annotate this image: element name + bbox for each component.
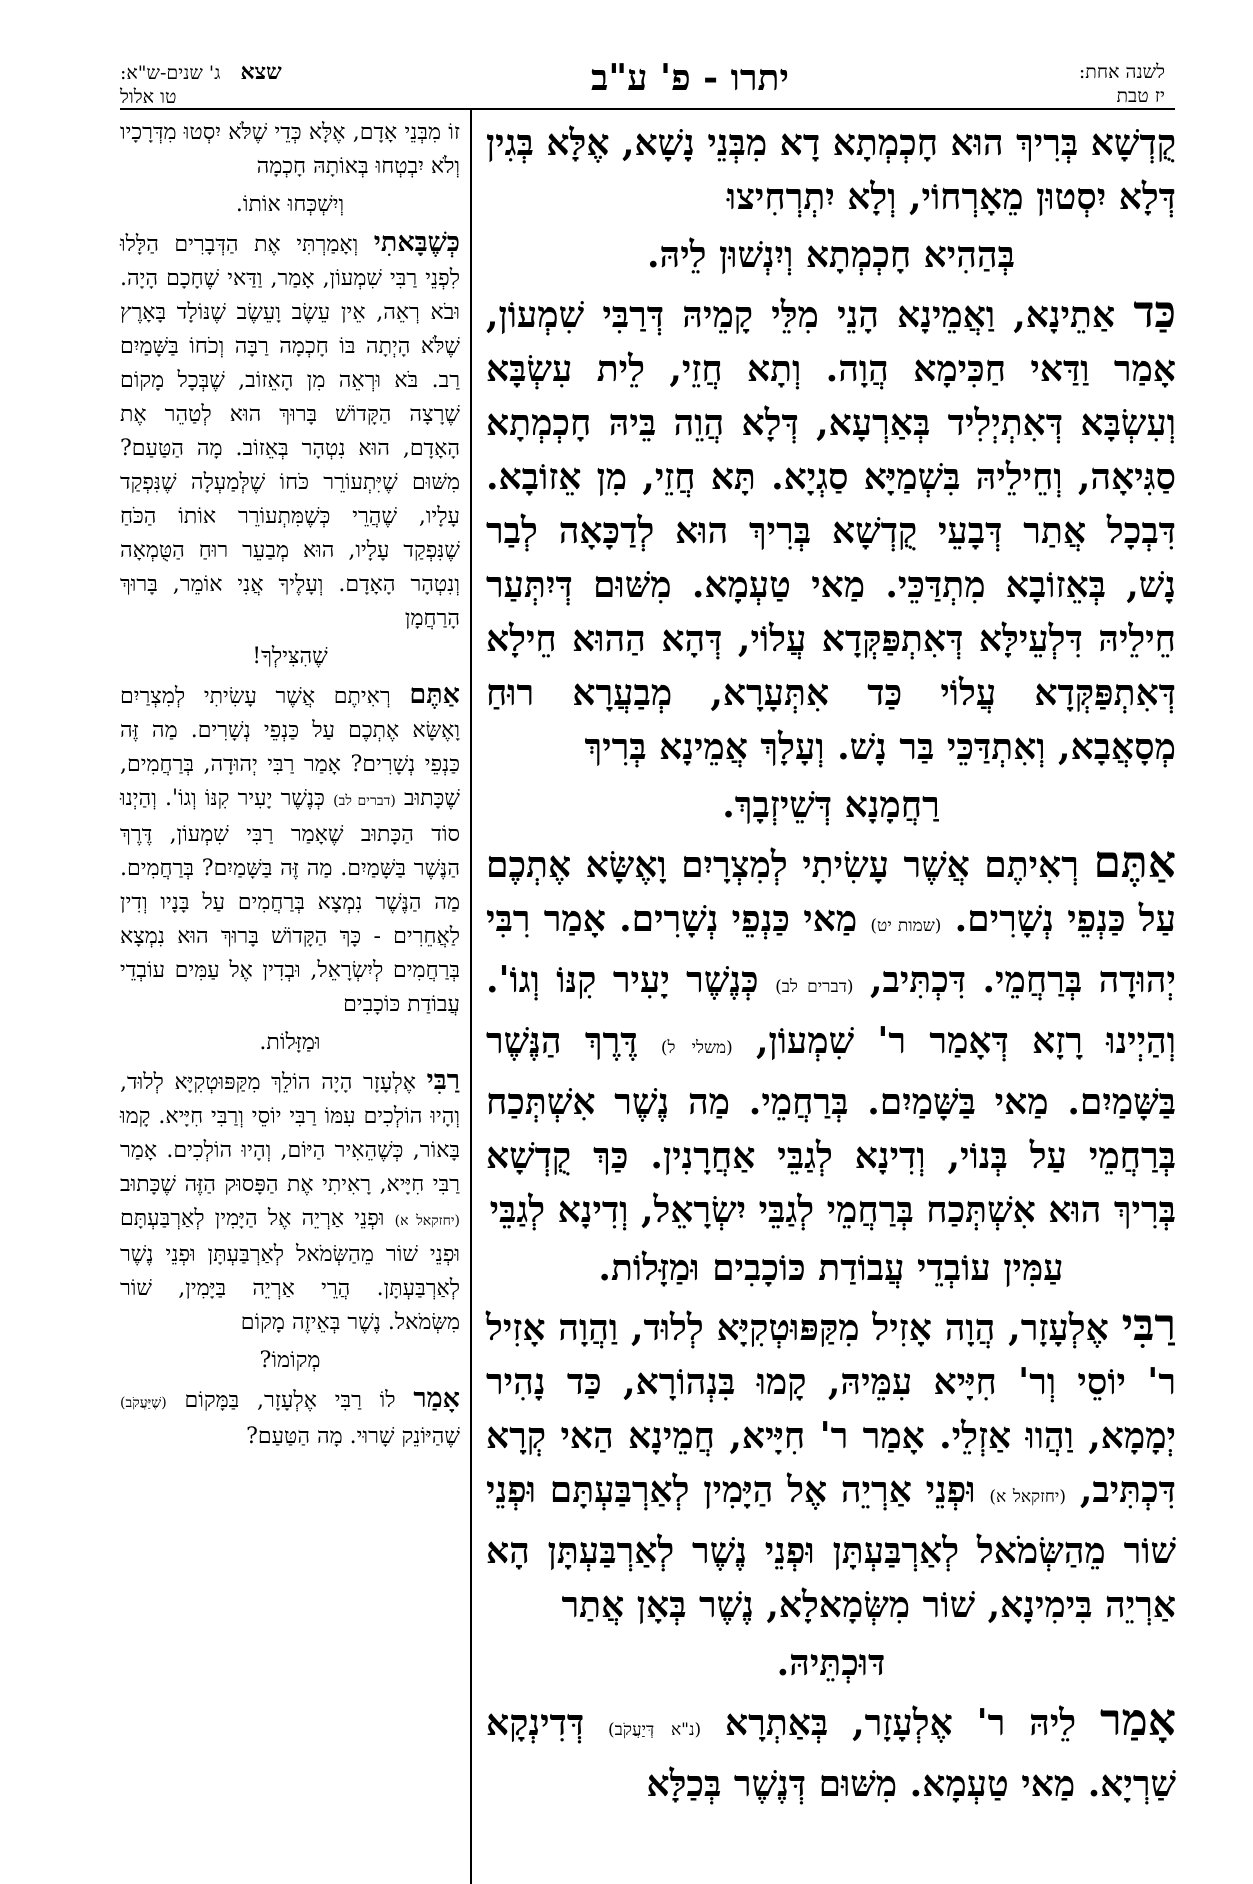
main-paragraph-3-tail: עַמִּין עוֹבְדֵי עֲבוֹדַת כּוֹכָבִים וּמַזָּלוֹת. [598,1247,1064,1289]
opening-word: רַבִּי [1121,1300,1176,1351]
verse-reference: (יחזקאל א) [989,1487,1067,1507]
main-paragraph-2: כַּד אַתֵינָא, וַאֲמֵינָא הָנֵי מִלֵּי קָמֵיהּ דְּרַבִּי שִׁמְעוֹן, אָמַר וַדַּאי חַכִּימָא הֲוָה. וְתָא חֲזֵי, לֵית עִשְׂבָּא וְעִשְׂבָּא דְּאִתְיְלִיד בְּאַרְעָא, דְּלָא הֲוֵה בֵּיהּ חָכְמְתָא סַגִּיאָה, וְחֵילֵיהּ בִּשְׁמַיָּא סַגְיָא. תָּא חֲזֵי, מִן אֵזוֹבָא. דִּבְכָל אֲתַר דְּבָעֵי קֻדְשָׁא בְּרִיךְ הוּא לְדַכָּאָה לְבַר נָשׁ, בְּאֵזוֹבָא מִתְדַּכֵּי. מַאי טַעְמָא. מִשּׁוּם דְּיִתְּעַר חֵילֵיהּ דִּלְעֵילָּא דְּאִתְפַּקְּדָא עֲלוֹי, דְּהָא הַהוּא חֵילָא דְּאִתְפַּקְּדָא עֲלוֹי כַּד אִתְּעָרָא, מְבַעֲרָא רוּחַ מְסָאֲבָא, וְאִתְדַּכֵּי בַּר נָשׁ. וְעָלָךְ אֲמֵינָא בְּרִיךְ [486,287,1176,768]
verse-reference: (שמות יט) [870,916,942,936]
comm-paragraph-3: אַתֶּם רְאִיתֶם אֲשֶׁר עָשִׂיתִי לְמִצְרַיִם וָאֶשָּׂא אֶתְכֶם עַל כַּנְפֵי נְשָׁרִים. מַה זֶּה כַּנְפֵי נְשָׁרִים? אָמַר רַבִּי יְהוּדָה, בְּרַחֲמִים, שֶׁכָּתוּב (דברים לב) כְּנֶשֶׁר יָעִיר קִנּוֹ וְגוֹ'. וְהַיְנוּ סוֹד הַכָּתוּב שֶׁאָמַר רַבִּי שִׁמְעוֹן, דֶּרֶךְ הַנֶּשֶׁר בַּשָּׁמַיִם. מַה זֶּה בַּשָּׁמַיִם? בְּרַחֲמִים. מַה הַנֶּשֶׁר נִמְצָא בְּרַחֲמִים עַל בָּנָיו וְדִין לַאֲחֵרִים - כָּךְ הַקָּדוֹשׁ בָּרוּךְ הוּא נִמְצָא בְּרַחֲמִים לְיִשְׂרָאֵל, וּבְדִין אֶל עַמִּים עוֹבְדֵי עֲבוֹדַת כּוֹכָבִים [120,679,460,1017]
page-title: יתרו - פ' ע"ב [591,57,789,99]
header-divider [120,108,1175,110]
opening-word: אָמַר [1100,1695,1176,1746]
verse-reference: (יחזקאל א) [394,1213,460,1229]
comm-paragraph-1-tail: וְיִשְׁכְּחוּ אוֹתוֹ. [235,192,345,217]
comm-paragraph-2: כְּשֶׁבָּאתִי וְאָמַרְתִּי אֶת הַדְּבָרִים הַלָּלוּ לִפְנֵי רַבִּי שִׁמְעוֹן, אָמַר, וַדַּאי שֶׁחָכָם הָיָה. וּבֹא רְאֵה, אֵין עֵשֶׂב וָעֵשֶׂב שֶׁנּוֹלָד בָּאָרֶץ שֶׁלֹּא הָיְתָה בּוֹ חָכְמָה רַבָּה וְכֹחוֹ בַּשָּׁמַיִם רַב. בֹּא וּרְאֵה מִן הָאֵזוֹב, שֶׁבְּכָל מָקוֹם שֶׁרָצָה הַקָּדוֹשׁ בָּרוּךְ הוּא לְטַהֵר אֶת הָאָדָם, הוּא נִטְהָר בְּאֵזוֹב. מָה הַטַּעַם? מִשּׁוּם שֶׁיִּתְעוֹרֵר כֹּחוֹ שֶׁלְּמַעְלָה שֶׁנִּפְקַד עָלָיו, שֶׁהֲרֵי כְּשֶׁמִּתְעוֹרֵר אוֹתוֹ הַכֹּחַ שֶׁנִּפְקַד עָלָיו, הוּא מְבַעֵר רוּחַ הַטֻּמְאָה וְנִטְהָר הָאָדָם. וְעָלֶיךָ אֲנִי אוֹמֵר, בָּרוּךְ הָרַחֲמָן [120,227,460,631]
comm-paragraph-4: רַבִּי אֶלְעָזָר הָיָה הוֹלֵךְ מִקַּפּוּטְקִיָּא לְלוּד, וְהָיוּ הוֹלְכִים עִמּוֹ רַבִּי יוֹסֵי וְרַבִּי חִיָּיא. קָמוּ בָּאוֹר, כְּשֶׁהֵאִיר הַיּוֹם, וְהָיוּ הוֹלְכִים. אָמַר רַבִּי חִיָּיא, רָאִיתִי אֶת הַפָּסוּק הַזֶּה שֶׁכָּתוּב (יחזקאל א) וּפְנֵי אַרְיֵה אֶל הַיָּמִין לְאַרְבַּעְתָּם וּפְנֵי שׁוֹר מֵהַשְּׂמֹאל לְאַרְבַּעְתָּן וּפְנֵי נֶשֶׁר לְאַרְבַּעְתָּן. הֲרֵי אַרְיֵה בַּיָּמִין, שׁוֹר מִשְּׂמֹאל. נֶשֶׁר בְּאֵיזֶה מָקוֹם [120,1065,460,1335]
main-paragraph-1-tail: בְּהַהִיא חָכְמְתָא וְיִנְשׁוּן לֵיהּ. [647,234,1015,276]
aramaic-text-column [486,116,1176,1815]
one-year-label: לשנה אחת: [1078,61,1165,83]
variant-note: (נ"א דְּיַעֲקֹב) [608,1720,702,1740]
comm-paragraph-4-tail: מְקוֹמוֹ? [259,1348,321,1373]
page-number: שצא [240,59,282,85]
three-year-label: ג' שנים-ש"א: [120,62,221,84]
opening-word: רַבִּי [426,1065,460,1096]
main-paragraph-1: קֻדְשָׁא בְּרִיךְ הוּא חָכְמְתָא דָא מִבְּנֵי נָשָׁא, אֶלָּא בְּגִין דְּלָא יִסְטוּן מֵאָרְחוֹי, וְלָא יִתְרְחִיצוּ [486,122,1176,218]
hebrew-translation-column [120,116,460,1458]
main-paragraph-5: אָמַר לֵיהּ ר' אֶלְעָזָר, בְּאַתְרָא (נ"א דְּיַעֲקֹב) דְּדִינְקָא שַׁרְיָא. מַאי טַעְמָא. מִשּׁוּם דְּנֶשֶׁר בְּכַלָּא [486,1695,1176,1805]
opening-word: כַּד [1133,287,1176,338]
comm-paragraph-3-tail: וּמַזָּלוֹת. [259,1030,321,1055]
opening-word: כְּשֶׁבָּאתִי [373,227,460,258]
comm-paragraph-5: אָמַר לוֹ רַבִּי אֶלְעָזָר, בַּמָּקוֹם (שֶׁיַּעֲקֹב) שֶׁהַיּוֹנֵק שָׁרוּי. מָה הַטַּעַם? [120,1383,460,1449]
verse-reference: (משלי ל) [660,1038,733,1058]
column-divider [470,108,472,1884]
main-paragraph-4-tail: דּוּכְתֵּיהּ. [776,1642,886,1684]
opening-word: אַתֶּם [409,679,460,710]
main-paragraph-2-tail: רַחֲמָנָא דְּשֵׁיזְבָךְ. [722,784,940,826]
main-paragraph-3: אַתֶּם רְאִיתֶם אֲשֶׁר עָשִׂיתִי לְמִצְרָיִם וָאֶשָּׂא אֶתְכֶם עַל כַּנְפֵי נְשָׁרִים. (שמות יט) מַאי כַּנְפֵי נְשָׁרִים. אָמַר רִבִּי יְהוּדָה בְּרַחֲמֵי. דִּכְתִּיב, (דברים לב) כְּנֶשֶׁר יָעִיר קִנּוֹ וְגוֹ'. וְהַיְינוּ רָזָא דְּאָמַר ר' שִׁמְעוֹן, (משלי ל) דֶּרֶךְ הַנֶּשֶׁר בַּשָּׁמַיִם. מַאי בַּשָּׁמַיִם. בְּרַחֲמֵי. מַה נֶשֶׁר אִשְׁתְּכַח בְּרַחֲמֵי עַל בְּנוֹי, וְדִינָא לְגַבֵּי אַחֲרָנִין. כַּךְ קֻדְשָׁא בְּרִיךְ הוּא אִשְׁתְּכַח בְּרַחֲמֵי לְגַבֵּי יִשְׂרָאֵל, וְדִינָא לְגַבֵּי [486,837,1176,1231]
verse-reference: (דברים לב) [775,977,854,997]
one-year-date: יז טבת [1116,85,1165,107]
opening-word: אָמַר [413,1383,460,1414]
opening-word: אַתֶּם [1093,837,1176,888]
variant-note: (שֶׁיַּעֲקֹב) [120,1395,167,1411]
verse-reference: (דברים לב) [333,793,396,809]
comm-paragraph-2-tail: שֶׁהִצִּילְךָ! [252,644,328,669]
daily-schedule-header [995,60,1165,108]
comm-paragraph-1: זוֹ מִבְּנֵי אָדָם, אֶלָּא כְּדֵי שֶׁלֹּא יִסְטוּ מִדְּרָכָיו וְלֹא יִבְטְחוּ בְּאוֹתָהּ חָכְמָה [120,120,460,179]
main-paragraph-4: רַבִּי אֶלְעָזָר, הֲוָה אָזִיל מִקַּפּוּטְקִיָּא לְלוּד, וַהֲוָה אָזִיל ר' יוֹסֵי וְר' חִיָּיא עִמֵּיהּ, קָמוּ בִּנְהוֹרָא, כַּד נָהִיר יְמָמָא, וַהֲווּ אַזְלֵי. אָמַר ר' חִיָּיא, חֲמֵינָא הַאי קְרָא דִּכְתִּיב, (יחזקאל א) וּפְנֵי אַרְיֵה אֶל הַיָּמִין לְאַרְבַּעְתָּם וּפְנֵי שׁוֹר מֵהַשְּׂמֹאל לְאַרְבַּעְתָּן וּפְנֵי נֶשֶׁר לְאַרְבַּעְתָּן הָא אַרְיֵה בִּימִינָא, שׁוֹר מִשְּׂמָאלָא, נֶשֶׁר בְּאָן אֲתַר [486,1300,1176,1626]
three-year-schedule-header [120,60,355,109]
three-year-date: טו אלול [120,86,177,108]
